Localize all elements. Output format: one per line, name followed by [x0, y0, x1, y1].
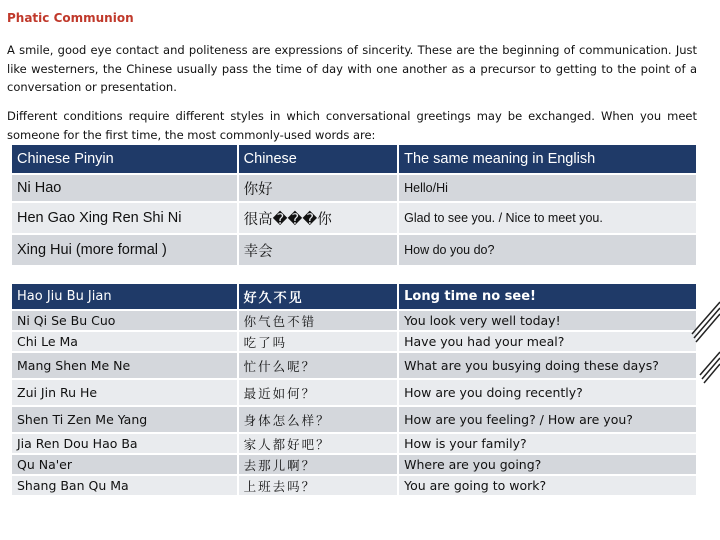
chinese-cell: 身体怎么样？ — [239, 407, 397, 432]
pinyin-cell: Zui Jin Ru He — [12, 380, 237, 405]
english-cell: How do you do? — [399, 235, 696, 265]
english-cell: You look very well today! — [399, 311, 696, 330]
chinese-cell: 忙什么呢？ — [239, 353, 397, 378]
intro-paragraph: A smile, good eye contact and politeness are expressions of sincerity. These are the beginning of communication. Just like westerners, the Chinese usually pass the time of day with one another as a precursor to getting to the point of a conversation or presentation. — [7, 43, 697, 94]
header-english: The same meaning in English — [399, 145, 696, 173]
chinese-cell: 你好 — [239, 175, 397, 201]
english-cell: How are you feeling? / How are you? — [399, 407, 696, 432]
table-row — [12, 175, 696, 201]
chinese-cell: 吃了吗 — [239, 332, 397, 351]
pinyin-cell: Ni Qi Se Bu Cuo — [12, 311, 237, 330]
chinese-cell: 幸会 — [239, 235, 397, 265]
table-row — [12, 407, 696, 432]
english-cell: What are you busying doing these days? — [399, 353, 696, 378]
table-row — [12, 434, 696, 453]
table-row — [12, 203, 696, 233]
english-cell: How is your family? — [399, 434, 696, 453]
greetings-table — [10, 282, 698, 497]
table-header — [12, 284, 696, 309]
pinyin-cell: Qu Na'er — [12, 455, 237, 474]
pinyin-cell: Shang Ban Qu Ma — [12, 476, 237, 495]
table-row — [12, 380, 696, 405]
header-pinyin: Chinese Pinyin — [12, 145, 237, 173]
table-row — [12, 332, 696, 351]
chinese-cell: 上班去吗？ — [239, 476, 397, 495]
pinyin-cell: Shen Ti Zen Me Yang — [12, 407, 237, 432]
pinyin-cell: Jia Ren Dou Hao Ba — [12, 434, 237, 453]
english-cell: Glad to see you. / Nice to meet you. — [399, 203, 696, 233]
english-cell: Long time no see! — [399, 284, 696, 309]
pinyin-cell: Chi Le Ma — [12, 332, 237, 351]
chinese-cell: 最近如何？ — [239, 380, 397, 405]
chinese-cell: 去那儿啊？ — [239, 455, 397, 474]
decorative-lines-icon — [690, 300, 720, 410]
english-cell: How are you doing recently? — [399, 380, 696, 405]
english-cell: Have you had your meal? — [399, 332, 696, 351]
pinyin-cell: Mang Shen Me Ne — [12, 353, 237, 378]
table-row — [12, 235, 696, 265]
chinese-cell: 好久不见 — [239, 284, 397, 309]
first-meeting-table — [10, 143, 698, 267]
pinyin-cell: Xing Hui (more formal ) — [12, 235, 237, 265]
conditions-paragraph: Different conditions require different styles in which conversational greetings may be exchanged. When you meet someone for the first time, the most commonly-used words are: — [7, 109, 697, 142]
table-row — [12, 455, 696, 474]
table-row — [12, 353, 696, 378]
english-cell: You are going to work? — [399, 476, 696, 495]
pinyin-cell: Hao Jiu Bu Jian — [12, 284, 237, 309]
pinyin-cell: Hen Gao Xing Ren Shi Ni — [12, 203, 237, 233]
chinese-cell: 很高���你 — [239, 203, 397, 233]
chinese-cell: 你气色不错 — [239, 311, 397, 330]
english-cell: Where are you going? — [399, 455, 696, 474]
table-row — [12, 311, 696, 330]
header-chinese: Chinese — [239, 145, 397, 173]
page-title: Phatic Communion — [7, 11, 134, 25]
pinyin-cell: Ni Hao — [12, 175, 237, 201]
chinese-cell: 家人都好吧？ — [239, 434, 397, 453]
table-header — [12, 145, 696, 173]
table-row — [12, 476, 696, 495]
english-cell: Hello/Hi — [399, 175, 696, 201]
